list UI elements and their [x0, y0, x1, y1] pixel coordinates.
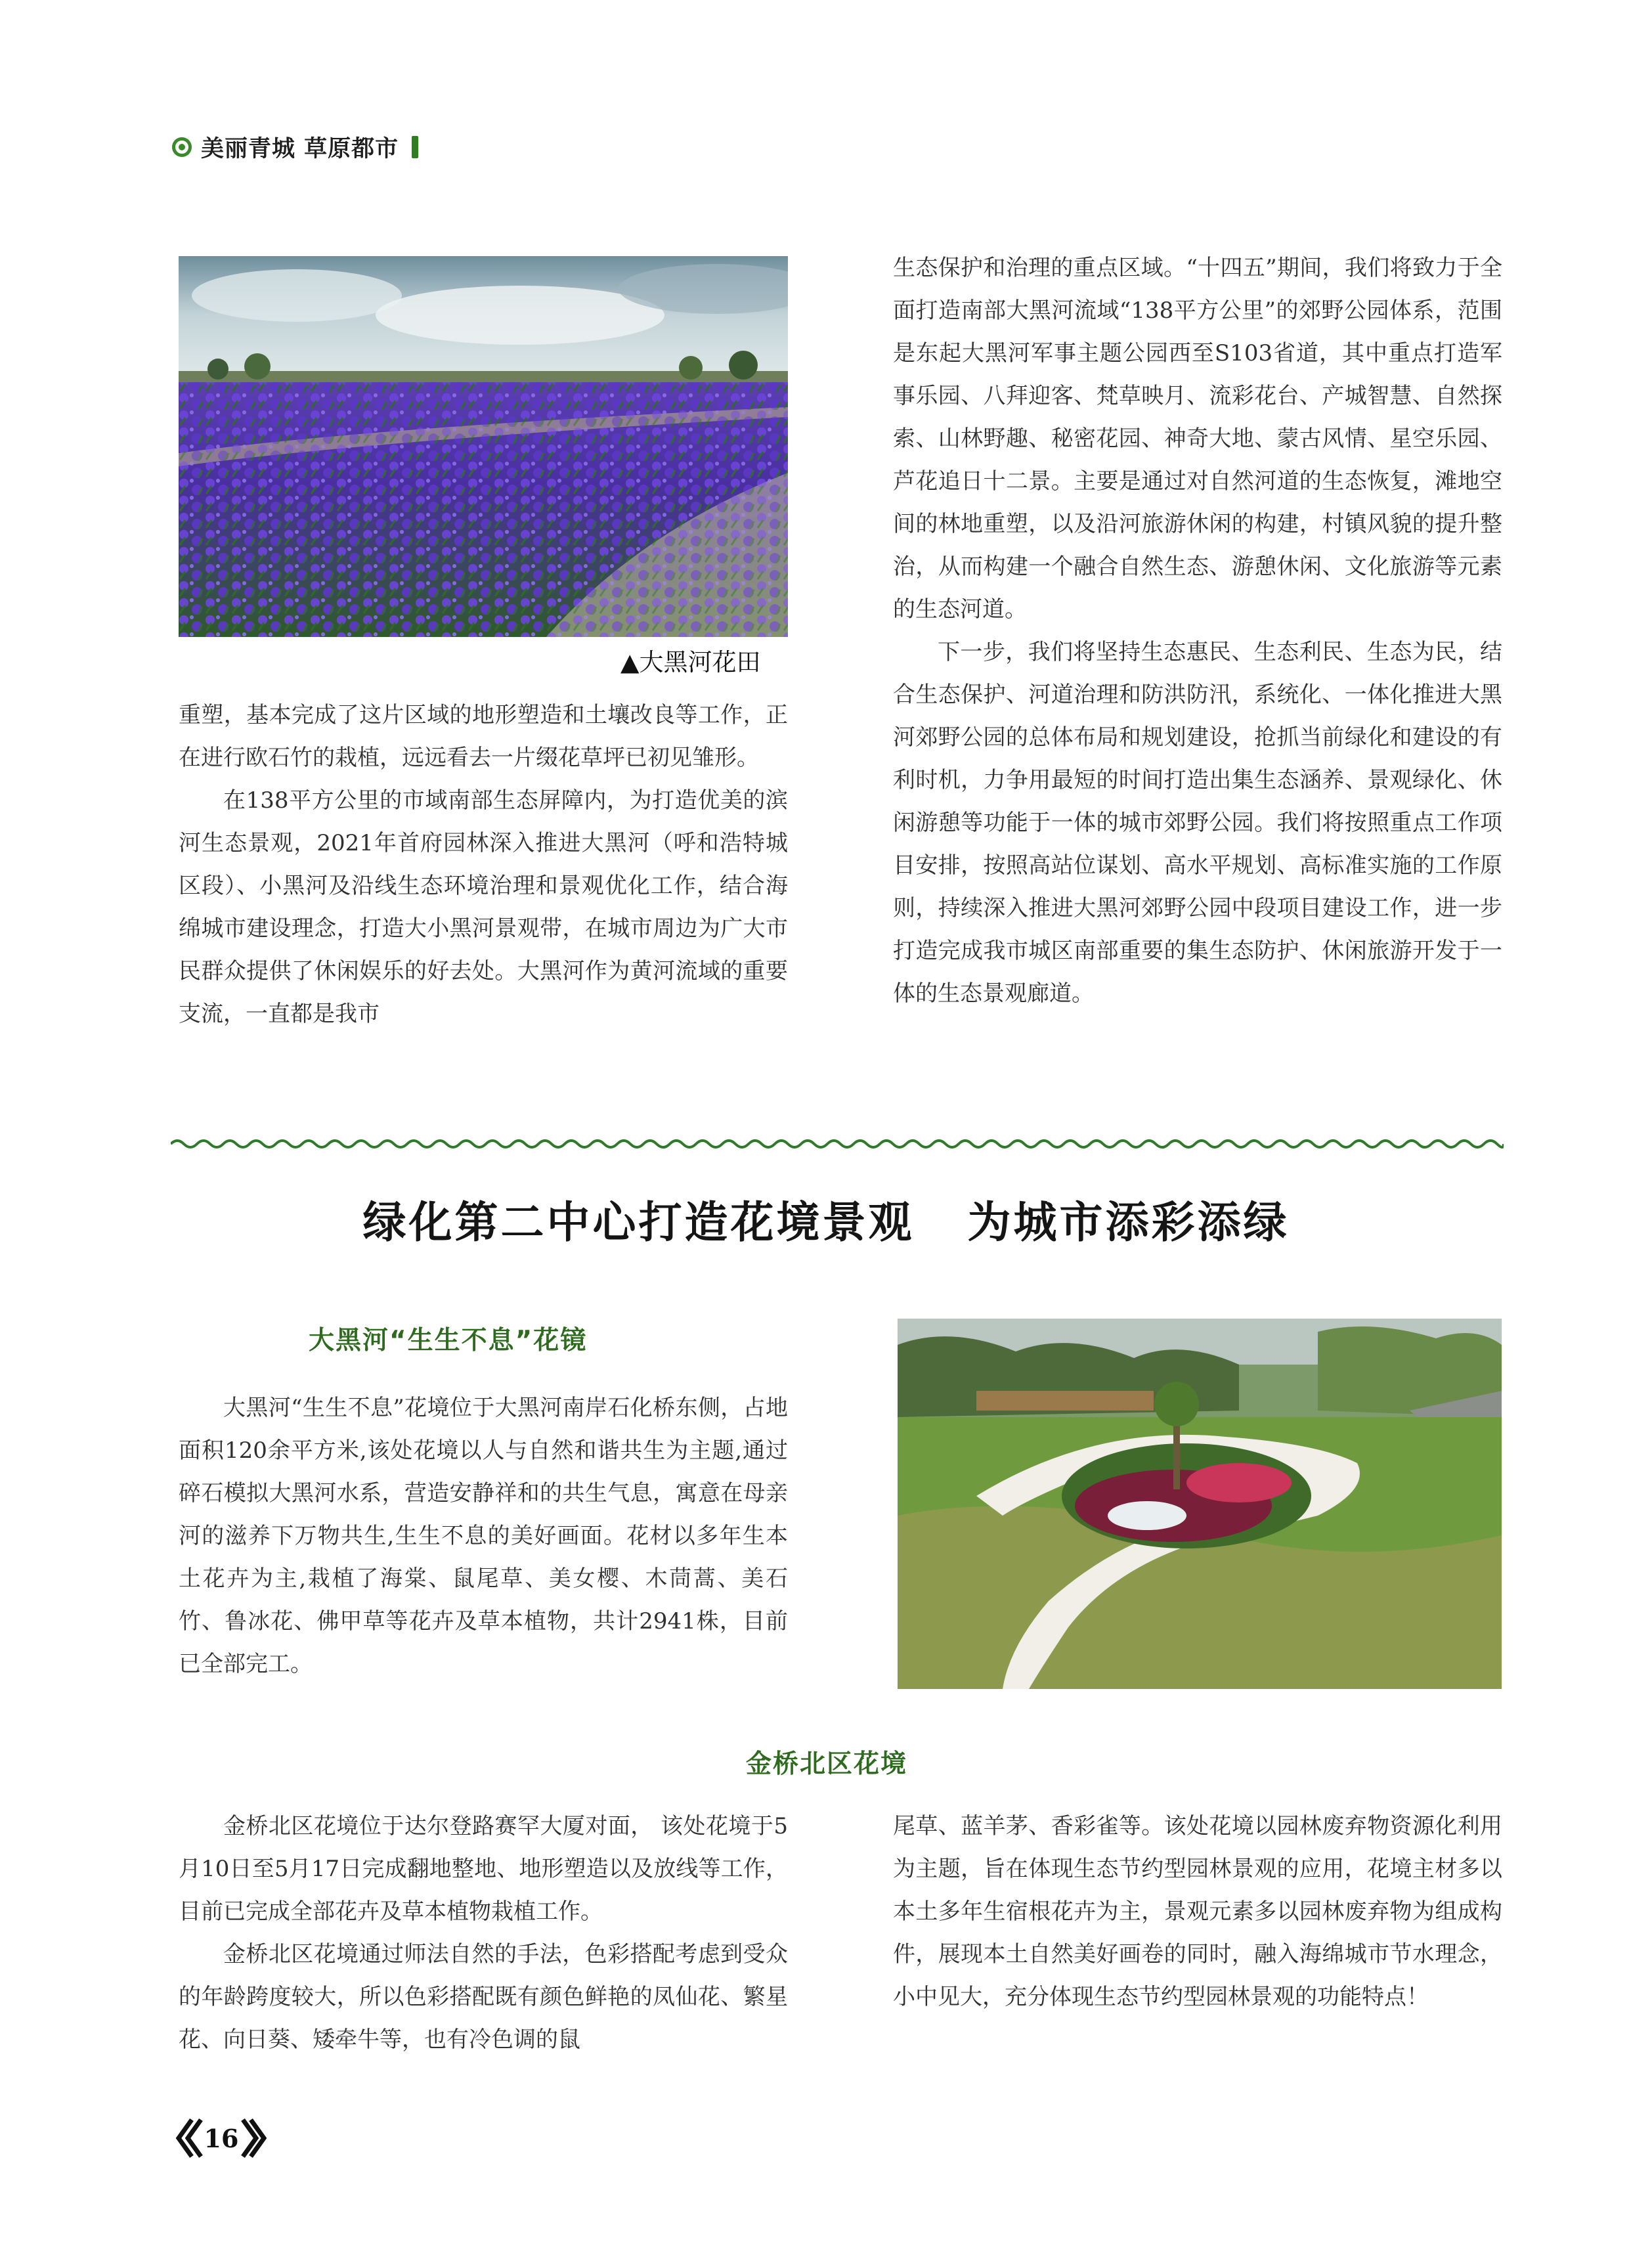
paragraph: 大黑河“生生不息”花境位于大黑河南岸石化桥东侧，占地面积120余平方米,该处花境以人与自然和谐共生为主题,通过碎石模拟大黑河水系，营造安静祥和的共生气息，寓意在母亲河的滋养下万物共生,生生不息的美好画面。花材以多年生本土花卉为主,栽植了海棠、鼠尾草、美女樱、木茼蒿、美石竹、鲁冰花、佛甲草等花卉及草本植物，共计2941株，目前已全部完工。: [179, 1395, 788, 1677]
section1-text: [179, 1387, 788, 1686]
left-top-text: [179, 694, 788, 1036]
paragraph: 金桥北区花境位于达尔登路赛罕大厦对面， 该处花境于5月10日至5月17日完成翻地整地、地形塑造以及放线等工作，目前已完成全部花卉及草本植物栽植工作。: [179, 1813, 788, 1925]
flower-field-image: [179, 256, 788, 637]
garden-image: [898, 1319, 1502, 1689]
header-title: 美丽青城 草原都市: [201, 136, 399, 162]
paragraph: 下一步，我们将坚持生态惠民、生态利民、生态为民，结合生态保护、河道治理和防洪防汛，系统化、一体化推进大黑河郊野公园的总体布局和规划建设，抢抓当前绿化和建设的有利时机，力争用最短的时间打造出集生态涵养、景观绿化、休闲游憩等功能于一体的城市郊野公园。我们将按照重点工作项目安排，按照高站位谋划、高水平规划、高标准实施的工作原则，持续深入推进大黑河郊野公园中段项目建设工作，进一步打造完成我市城区南部重要的集生态防护、休闲旅游开发于一体的生态景观廊道。: [893, 639, 1502, 1007]
paragraph: 金桥北区花境通过师法自然的手法，色彩搭配考虑到受众的年龄跨度较大，所以色彩搭配既有颜色鲜艳的凤仙花、繁星花、向日葵、矮牵牛等，也有冷色调的鼠: [179, 1941, 788, 2053]
paragraph: 生态保护和治理的重点区域。“十四五”期间，我们将致力于全面打造南部大黑河流域“138平方公里”的郊野公园体系，范围是东起大黑河军事主题公园西至S103省道，其中重点打造军事乐园、八拜迎客、梵草映月、流彩花台、产城智慧、自然探索、山林野趣、秘密花园、神奇大地、蒙古风情、星空乐园、芦花追日十二景。主要是通过对自然河道的生态恢复，滩地空间的林地重塑，以及沿河旅游休闲的构建，村镇风貌的提升整治，从而构建一个融合自然生态、游憩休闲、文化旅游等元素的生态河道。: [893, 255, 1502, 623]
paragraph: 尾草、蓝羊茅、香彩雀等。该处花境以园林废弃物资源化利用为主题，旨在体现生态节约型园林景观的应用，花境主材多以本土多年生宿根花卉为主，景观元素多以园林废弃物为组成构件，展现本土自然美好画卷的同时，融入海绵城市节水理念，小中见大，充分体现生态节约型园林景观的功能特点！: [893, 1813, 1502, 2010]
photo-garden-flower-border: [898, 1319, 1502, 1689]
paragraph: 重塑，基本完成了这片区域的地形塑造和土壤改良等工作，正在进行欧石竹的栽植，远远看去一片缀花草坪已初见雏形。: [179, 702, 788, 771]
right-top-text: [893, 247, 1502, 1015]
page-number: 16: [204, 2123, 239, 2153]
section2-title: 金桥北区花境: [746, 1749, 908, 1779]
section1-title: 大黑河“生生不息”花镜: [309, 1326, 588, 1355]
photo1-caption: ▲大黑河花田: [620, 648, 761, 676]
wave-divider: [171, 1136, 1504, 1152]
section2-left-text: [179, 1805, 788, 2061]
paragraph: 在138平方公里的市域南部生态屏障内，为打造优美的滨河生态景观，2021年首府园林深入推进大黑河（呼和浩特城区段）、小黑河及沿线生态环境治理和景观优化工作，结合海绵城市建设理念，打造大小黑河景观带，在城市周边为广大市民群众提供了休闲娱乐的好去处。大黑河作为黄河流域的重要支流，一直都是我市: [179, 787, 788, 1027]
article-title: 绿化第二中心打造花境景观 为城市添彩添绿: [362, 1197, 1290, 1248]
photo-purple-flower-field: [179, 256, 788, 637]
page-number-badge: [172, 2117, 271, 2159]
section2-right-text: [893, 1805, 1502, 2019]
running-header: [172, 129, 418, 165]
header-bar-icon: [412, 136, 418, 158]
header-circle-icon: [172, 137, 192, 157]
